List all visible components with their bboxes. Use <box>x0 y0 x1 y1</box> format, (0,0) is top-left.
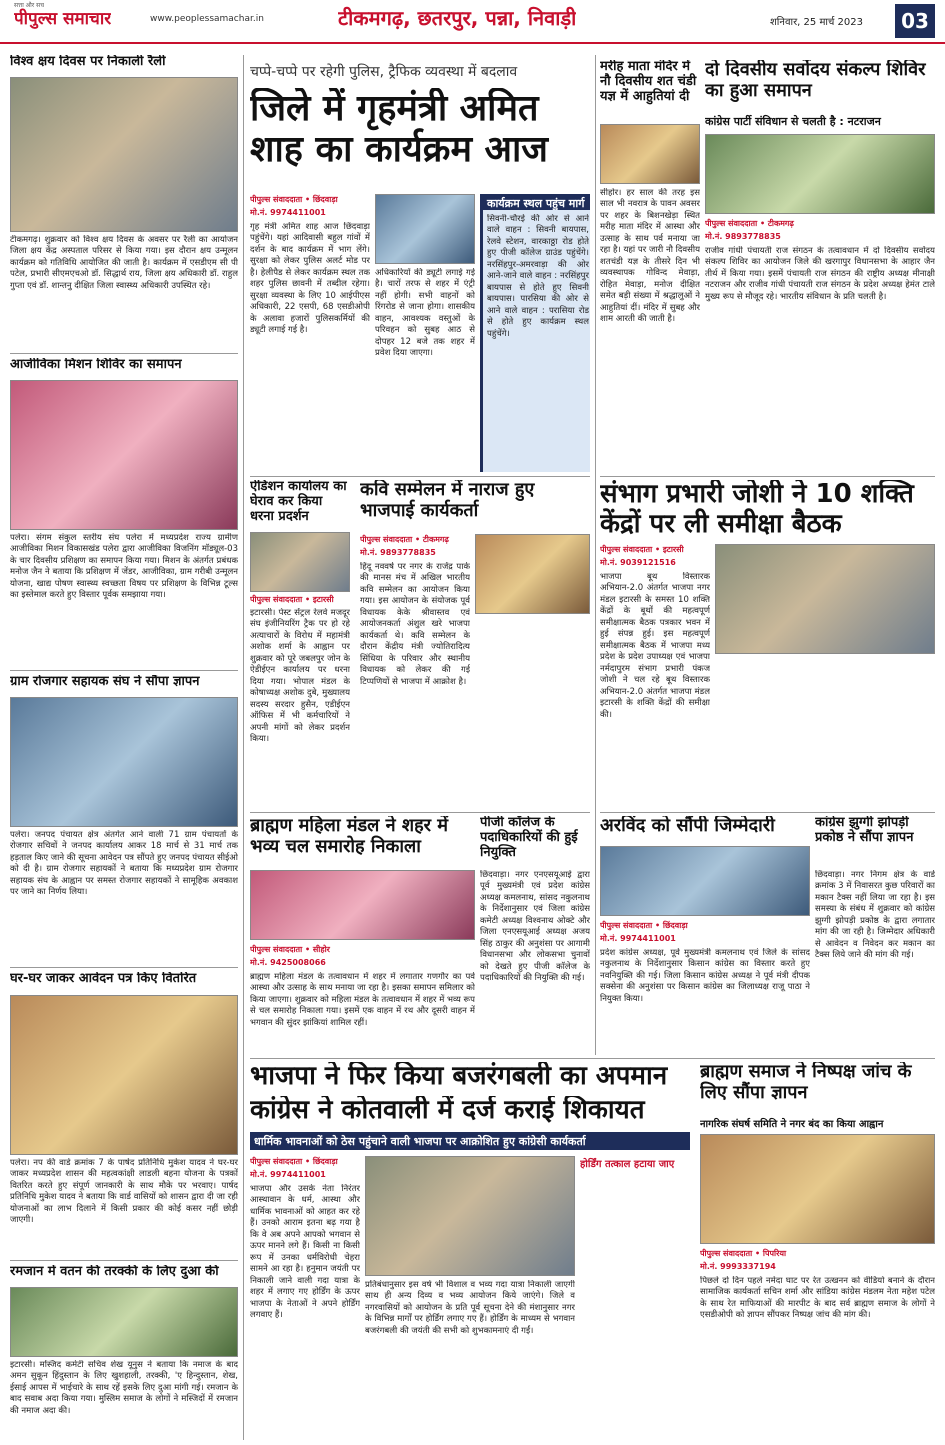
story-mobile: मो.नं. 9893778835 <box>705 232 781 241</box>
story-title: मरीह माता मंदिर में नौ दिवसीय शत चंडी यज्ञ में आहुतियां दी <box>600 60 697 104</box>
story-body: राजीव गांधी पंचायती राज संगठन के तत्वावधान में दो दिवसीय सर्वोदय संकल्प शिविर का आयोजन जिले की खरगापुर विधानसभा के आहार जैन तीर्थ में किया गया। इसमें पंचायती राज संगठन की राष्ट्रीय अध्यक्ष मीनाक्षी नटराजन और राजीव गांधी पंचायती राज संगठन के प्रदेश अध्यक्ष हेमंत टाले मुख्य रूप से मौजूद रहे। भारतीय संविधान के प्रति चलती है। <box>705 246 935 302</box>
divider <box>10 353 238 354</box>
story-photo <box>10 697 238 827</box>
story-photo <box>10 995 238 1155</box>
story-title: पीजी कॉलेज के पदाधिकारियों की हुई नियुक्ति <box>480 816 578 860</box>
issue-date: शनिवार, 25 मार्च 2023 <box>770 17 863 28</box>
story-body: पलेरा। नप की वार्ड क्रमांक 7 के पार्षद प्रतिनिधि मुकेश यादव ने घर-घर जाकर मध्यप्रदेश शासन की महत्वकांक्षी लाडली बहना योजना के पत्रकों वितरित करते हुए संपूर्ण जानकारी के साथ मौके पर भरवाए। पार्षद प्रतिनिधि मुकेश यादव ने बताया कि वार्ड वासियों को शासन द्वारा दी जा रही योजनाओं का लाभ दिलाने में किसी प्रकार की कोई कसर नहीं छोड़ी जाएगी। <box>10 1158 238 1226</box>
left-column <box>10 55 238 1440</box>
logo: पीपुल्स समाचार <box>14 9 112 29</box>
story-title: ग्राम रोजगार सहायक संघ ने सौंपा ज्ञापन <box>10 675 200 689</box>
story-byline: पीपुल्स संवाददाता • टीकमगढ़ <box>360 535 449 544</box>
divider <box>600 812 935 813</box>
page-number: 03 <box>895 4 935 38</box>
divider <box>600 476 935 477</box>
story-body: भाजपा और उसके नेता निरंतर आस्थावान के धर्म, आस्था और धार्मिक भावनाओं को आहत कर रहे हैं। उनको आराम इतना बढ़ गया है कि वे अब अपने आपको भगवान से ऊपर मानने लगे हैं। किसी ना किसी रूप में उनका धर्मविरोधी चेहरा सामने आ रहा है। हनुमान जयंती पर निकाली जाने वाली गदा यात्रा के शहर में लगाए गए होर्डिंग के ऊपर भाजपा के नेताओं ने अपने होर्डिंग लगवाए हैं। <box>250 1184 360 1321</box>
lead-headline: जिले में गृहमंत्री अमित शाह का कार्यक्रम आज <box>250 88 549 171</box>
story-title: ऐडिशन कार्यालय का घेराव कर किया धरना प्रदर्शन <box>250 480 347 524</box>
story-title: घर-घर जाकर आवेदन पत्र किए वितरित <box>10 972 197 986</box>
story-mobile: मो.नं. 9993337194 <box>700 1262 776 1271</box>
story-photo <box>250 870 475 940</box>
story-photo <box>705 134 935 214</box>
story-byline: पीपुल्स संवाददाता • इटारसी <box>600 545 684 554</box>
story-body: प्रदेश कांग्रेस अध्यक्ष, पूर्व मुख्यमंत्री कमलनाथ एवं जिले के सांसद नकुलनाथ के निर्देशानुसार किसान कांग्रेस का विस्तार करते हुए नवनियुक्ति की गई। जिला किसान कांग्रेस अध्यक्ष ने पूर्व मंत्री दीपक सक्सेना की अनुशंसा पर किसान कांग्रेस का जिलाध्यक्ष राजू पाठा ने नियुक्त किया। <box>600 948 810 1004</box>
story-body: सीहोर। हर साल की तरह इस साल भी नवरात्र के पावन अवसर पर शहर के बिशनखेड़ा स्थित मरीह माता मंदिर में आस्था और उत्साह के साथ पर्व मनाया जा रहा है। यहां पर जारी नौ दिवसीय शतचंडी यज्ञ के तीसरे दिन भी व्यवस्थापक गोविन्द मेवाड़ा, रोहित मेवाड़ा, मनोज दीक्षित समेत बड़ी संख्या में श्रद्धालुओं ने आहुतियां दीं। मंदिर में सुबह और शाम आरती की जाती है। <box>600 188 700 325</box>
story-title: ब्राह्मण महिला मंडल ने शहर में भव्य चल समारोह निकाला <box>250 816 449 857</box>
bottom-lead-subbar: धार्मिक भावनाओं को ठेस पहुंचाने वाली भाजपा पर आक्रोशित हुए कांग्रेसी कार्यकर्ता <box>250 1132 690 1150</box>
bottom-lead-line2: कांग्रेस ने कोतवाली में दर्ज कराई शिकायत <box>250 1096 645 1125</box>
story-byline: पीपुल्स संवाददाता • सीहोर <box>250 945 330 954</box>
divider <box>10 967 238 968</box>
lead-body: गृह मंत्री अमित शाह आज छिंदवाड़ा पहुंचेंगे। यहां आदिवासी बहुल गांवों में दर्शन के बाद कार्यक्रम में भाग लेंगे। सुरक्षा को लेकर पुलिस अलर्ट मोड पर है। हेलीपैड से लेकर कार्यक्रम स्थल तक शहर पुलिस छावनी में तब्दील रहेगा। सुरक्षा व्यवस्था के लिए 10 आईपीएस अधिकारी, 22 एसपी, 68 एसडीओपी के अलावा हजारों पुलिसकर्मियों की ड्यूटी लगाई गई है। <box>250 222 370 336</box>
story-photo <box>700 1134 935 1244</box>
story-mobile: मो.नं. 9893778835 <box>360 548 436 557</box>
site-url[interactable]: www.peoplessamachar.in <box>150 14 264 24</box>
lead-mobile: मो.नं. 9974411001 <box>250 208 326 217</box>
divider <box>10 1260 238 1261</box>
story-body: पलेरा। संगम संकुल स्तरीय संघ पलेरा में मध्यप्रदेश राज्य ग्रामीण आजीविका मिशन विकासखंड पलेरा द्वारा आजीविका विजनिंग मॉड्यूल-03 के चार दिवसीय प्रशिक्षण का समापन किया गया। मिशन के अंतर्गत प्रबंधक मनोज जैन ने बताया कि प्रशिक्षण में जेंडर, आजीविका, ग्राम गरीबी उन्मूलन योजना, खाद्य पोषण स्वास्थ्य स्वच्छता विषय पर प्रशिक्षण के विभिन्न टूल्स का इस्तेमाल करते हुए विस्तार पूर्वक समझाया गया। <box>10 533 238 601</box>
story-title: संभाग प्रभारी जोशी ने 10 शक्ति केंद्रों पर ली समीक्षा बैठक <box>600 480 914 539</box>
story-photo <box>365 1156 575 1276</box>
story-photo <box>475 534 590 614</box>
story-mobile: मो.नं. 9039121516 <box>600 558 676 567</box>
route-info-title: कार्यक्रम स्थल पहुंच मार्ग <box>483 194 590 210</box>
story-body: पिछले दो दिन पहले नर्मदा घाट पर रेत उत्खनन को वीडियो बनाने के दौरान सामाजिक कार्यकर्ता सचिन शर्मा और सांडिया कांग्रेस मंडलम नेता महेश पटेल के साथ रेत माफियाओं की मारपीट के बाद सर्व ब्राह्मण समाज के लोगों ने एसडीओपी को ज्ञापन सौंपकर निष्पक्ष जांच की मांग की। <box>700 1276 935 1321</box>
story-photo <box>10 1287 238 1357</box>
story-title: ब्राह्मण समाज ने निष्पक्ष जांच के लिए सौंपा ज्ञापन <box>700 1062 912 1103</box>
story-byline: पीपुल्स संवाददाता • टीकमगढ़ <box>705 219 794 228</box>
divider <box>250 1058 935 1059</box>
story-title: अरविंद को सौंपी जिम्मेदारी <box>600 816 775 836</box>
route-info-body: सिवनी-चौरई की ओर से आने वाले वाहन : सिवनी बायपास, रेलवे स्टेशन, वारकाठ्ठा रोड होते हुए पीजी कॉलेज ग्राउंड पहुंचेंगे। नरसिंहपुर-अमरवाड़ा की ओर आने-जाने वाले वाहन : नरसिंहपुर बायपास से होते हुए सिवनी बायपास। पारसिया की ओर से आने वाले वाहन : परासिया रोड से होते हुए कार्यक्रम स्थल पहुंचेंगे। <box>487 214 589 339</box>
edition-title: टीकमगढ़, छतरपुर, पन्ना, निवाड़ी <box>338 6 577 30</box>
story-byline: पीपुल्स संवाददाता • पिपरिया <box>700 1249 787 1258</box>
story-title: कवि सम्मेलन में नाराज हुए भाजपाई कार्यकर्ता <box>360 480 535 521</box>
story-photo <box>600 124 700 184</box>
story-title: दो दिवसीय सर्वोदय संकल्प शिविर का हुआ समापन <box>705 60 926 101</box>
story-body: छिंदवाड़ा। नगर एनएसयूआई द्वारा पूर्व मुख्यमंत्री एवं प्रदेश कांग्रेस अध्यक्ष कमलनाथ, सांसद नकुलनाथ के निर्देशानुसार एवं जिला कांग्रेस कमेटी अध्यक्ष विश्वनाथ ओक्टे और जिला एनएसयूआई अध्यक्ष अजय सिंह ठाकुर की अनुशंसा पर आगामी विधानसभा और लोकसभा चुनावों को देखते हुए पीजी कॉलेज के पदाधिकारियों की नियुक्ति की गई। <box>480 870 590 984</box>
divider <box>10 670 238 671</box>
story-subtitle: कांग्रेस पार्टी संविधान से चलती है : नटराजन <box>705 115 881 128</box>
story-mobile: मो.नं. 9974411001 <box>600 934 676 943</box>
story-byline: पीपुल्स संवाददाता • छिंदवाड़ा <box>600 921 688 930</box>
story-byline: पीपुल्स संवाददाता • छिंदवाड़ा <box>250 1157 338 1166</box>
lead-kicker: चप्पे-चप्पे पर रहेगी पुलिस, ट्रैफिक व्यवस्था में बदलाव <box>250 64 518 80</box>
story-body: छिंदवाड़ा। नगर निगम क्षेत्र के वार्ड क्रमांक 3 में निवासरत कुछ परिवारों का मकान टैक्स नहीं लिया जा रहा है। इस समस्या के संबंध में शुक्रवार को कांग्रेस झुग्गी झोपड़ी प्रकोष्ठ के द्वारा लगातार मांग की जा रही है। जिम्मेदार अधिकारी से आवेदन व निवेदन कर मकान का टैक्स लिये जाने की मांग की गई। <box>815 870 935 961</box>
divider <box>250 476 590 477</box>
story-subtitle: नागरिक संघर्ष समिति ने नगर बंद का किया आह्वान <box>700 1119 884 1130</box>
bottom-lead-line1: भाजपा ने फिर किया बजरंगबली का अपमान <box>250 1062 668 1091</box>
logo-tagline: सत्ता और सच <box>14 2 45 9</box>
amit-shah-photo <box>375 194 475 264</box>
story-mobile: मो.नं. 9425008066 <box>250 958 326 967</box>
story-photo <box>10 380 238 530</box>
story-photo <box>10 77 238 232</box>
story-body: इटारसी। पेस्ट सेंट्रल रेलवे मजदूर संघ इंजीनियरिंग ट्रैक पर हो रहे अत्याचारों के विरोध में महामंत्री अशोक शर्मा के आह्वान पर शुक्रवार को पूरे जबलपुर जोन के ऐडीईएन कार्यालय पर धरना दिया गया। भोपाल मंडल के कोषाध्यक्ष अशोक दुबे, मुख्यालय सदस्य सरदार हुसैन, एडीईएन ऑफिस में भी कर्मचारियों ने अपनी मांगों को लेकर प्रदर्शन किया। <box>250 608 350 745</box>
story-body-2: प्रतिबंधानुसार इस वर्ष भी विशाल व भव्य गदा यात्रा निकाली जाएगी साथ ही अन्य दिव्य व भव्य आयोजन किये जाएंगे। जिले व नगरवासियों को आयोजन के प्रति पूर्व सूचना देने की मंशानुसार नगर के विभिन्न मार्गों पर होर्डिंग लगाए गए हैं। होर्डिंग के माध्यम से भगवान बजरंगबली की जयंती की सभी को शुभकामनाएं दी गईं। <box>365 1280 575 1336</box>
lead-byline: पीपुल्स संवाददाता • छिंदवाड़ा <box>250 195 338 204</box>
column-rule <box>243 55 244 1440</box>
story-body: इटारसी। मस्जिद कमेटी सचिव शेख यूनुस ने बताया कि नमाज के बाद अमन सुकून हिंदुस्तान के लिए खुशहाली, तरक्की, 'ए हिन्दुस्तान, शेख, ईसाई आपस में भाईचारे के साथ रहें इसके लिए दुआ मांगी गई। रमजान के बाद सवाब अदा किया गया। मुस्लिम समाज के लोगों ने मस्जिदों में रमजान की नमाज अदा की। <box>10 1360 238 1416</box>
story-byline: पीपुल्स संवाददाता • इटारसी <box>250 595 334 604</box>
story-photo <box>250 532 350 592</box>
story-title: आजीविका मिशन शिविर का समापन <box>10 358 182 372</box>
story-body: हिंदू नववर्ष पर नगर के राजेंद्र पार्क की मानस मंच में अखिल भारतीय कवि सम्मेलन का आयोजन किया गया। इस आयोजन के संयोजक पूर्व विधायक केके श्रीवास्तव एवं आयोजनकर्ता अंशुल खरे भाजपा कार्यकर्ता थे। कवि सम्मेलन के दौरान केंद्रीय मंत्री ज्योतिरादित्य सिंधिया के परिवार और स्थानीय विधायक को लेकर की गई टिप्पणियों से भाजपा में आक्रोश है। <box>360 562 470 687</box>
story-body: टीकमगढ़। शुक्रवार को विश्व क्षय दिवस के अवसर पर रैली का आयोजन जिला क्षय केंद्र अस्पताल परिसर से किया गया। इस दौरान क्षय उन्मूलन कार्यक्रम को गतिविधि आयोजित की जाती है। कार्यक्रम में एसडीएम सी पी पटेल, प्रभारी सीएमएचओ डॉ. सिद्धार्थ राय, जिला क्षय अधिकारी डॉ. राहुल गुप्ता एवं डॉ. शान्तनु दीक्षित जिला स्वास्थ्य अधिकारी उपस्थित रहे। <box>10 235 238 291</box>
story-body: पलेरा। जनपद पंचायत क्षेत्र अंतर्गत आने वाली 71 ग्राम पंचायतों के रोजगार सचिवों ने जनपद कार्यालय आकर 18 मार्च से 31 मार्च तक हड़ताल किए जाने की सूचना आवेदन पत्र सौंपते हुए जनपद पंचायत सीईओ को दी है। ग्राम रोजगार सहायकों ने बताया कि मध्यप्रदेश ग्राम रोजगार सहायक संघ के आह्वान पर समस्त रोजगार सहायकों ने सामूहिक अवकाश पर जाने का निर्णय लिया। <box>10 830 238 898</box>
divider <box>250 812 590 813</box>
lead-body-2: अधिकारियों की ड्यूटी लगाई गई है। चारों तरफ से शहर में एंट्री नहीं होगी। सभी वाहनों को रिंगरोड से जाना होगा। शासकीय वाहन, आवश्यक वस्तुओं के परिवहन को सुबह आठ से दोपहर 12 बजे तक शहर में प्रवेश दिया जाएगा। <box>375 268 475 359</box>
story-title: विश्व क्षय दिवस पर निकाली रैली <box>10 55 166 69</box>
story-body: ब्राह्मण महिला मंडल के तत्वावधान में शहर में लगातार गणगौर का पर्व आस्था और उत्साह के साथ मनाया जा रहा है। इसका समापन समिलार को किया जाएगा। शुक्रवार को महिला मंडल के तत्वावधान में शहर में भव्य रूप से चल समारोह निकाला गया। इसमें एक वाहन में रथ और दूसरी वाहन में भगवान की सुंदर झांकियां शामिल रहीं। <box>250 972 475 1028</box>
masthead <box>0 0 945 44</box>
story-title: कांग्रेस झुग्गी झोपड़ी प्रकोष्ठ ने सौंपा ज्ञापन <box>815 816 914 845</box>
column-rule <box>595 55 596 1055</box>
story-title: रमजान में वतन की तरक्की के लिए दुआ की <box>10 1265 219 1279</box>
story-photo <box>715 544 935 654</box>
story-photo <box>600 846 810 916</box>
story-mobile: मो.नं. 9974411001 <box>250 1170 326 1179</box>
side-title: होर्डिंग तत्काल हटाया जाए <box>580 1159 675 1170</box>
route-info-box <box>480 194 590 472</box>
story-body: भाजपा बूथ विस्तारक अभियान-2.0 अंतर्गत भाजपा नगर मंडल इटारसी के समस्त 10 शक्ति केंद्रों के बूथों की महत्वपूर्ण समीक्षात्मक बैठक पत्रकार भवन में हुई संपन्न हुई। इस महत्वपूर्ण समीक्षात्मक बैठक में भाजपा मध्य प्रदेश के प्रदेश उपाध्यक्ष एवं भाजपा नर्मदापुरम संभाग प्रभारी पंकज जोशी ने चल रहे बूथ विस्तारक अभियान-2.0 अंतर्गत भाजपा मंडल इटारसी के शक्ति केंद्रों की समीक्षा की। <box>600 572 710 720</box>
